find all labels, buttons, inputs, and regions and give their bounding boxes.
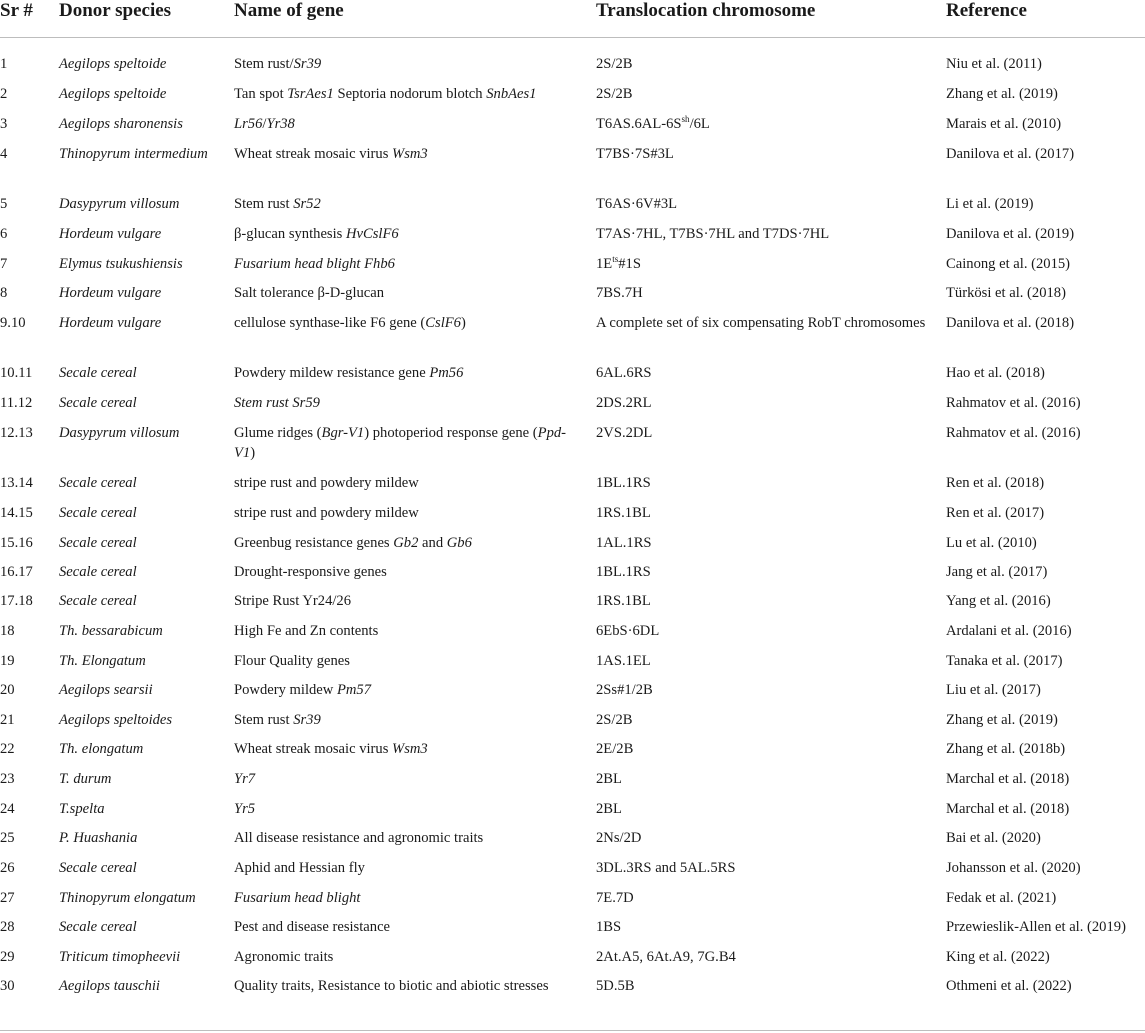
cell-sr: 24 (0, 801, 15, 817)
cell-translocation-chromosome: 6AL.6RS (596, 365, 652, 381)
cell-sr: 3 (0, 116, 8, 132)
cell-gene-name: Agronomic traits (234, 949, 334, 965)
table-header (0, 0, 1145, 38)
cell-translocation-chromosome: 1RS.1BL (596, 505, 651, 521)
cell-translocation-chromosome: T7BS·7S#3L (596, 146, 674, 162)
cell-translocation-chromosome: $1E^{ts}\#1S$ (596, 254, 641, 272)
cell-translocation-chromosome: 2Ns/2D (596, 830, 642, 846)
cell-sr: 5 (0, 196, 8, 212)
cell-gene-name: Wheat streak mosaic virus Wsm3 (234, 741, 428, 757)
header-reference: Reference (946, 0, 1027, 21)
cell-reference: Hao et al. (2018) (946, 365, 1045, 381)
cell-translocation-chromosome: 1RS.1BL (596, 593, 651, 609)
cell-sr: 25 (0, 830, 15, 846)
cell-reference: Li et al. (2019) (946, 196, 1034, 212)
cell-sr: 14.15 (0, 505, 33, 521)
cell-reference: Tanaka et al. (2017) (946, 653, 1063, 669)
cell-reference: Ren et al. (2017) (946, 505, 1045, 521)
cell-reference: Johansson et al. (2020) (946, 860, 1081, 876)
cell-reference: Danilova et al. (2019) (946, 226, 1075, 242)
cell-translocation-chromosome: 7E.7D (596, 890, 634, 906)
cell-reference: Ren et al. (2018) (946, 475, 1045, 491)
cell-translocation-chromosome: 2BL (596, 801, 622, 817)
cell-gene-name: Greenbug resistance genes Gb2 and Gb6 (234, 535, 472, 551)
cell-gene-name: Stem rust/Sr39 (234, 56, 322, 72)
cell-sr: 18 (0, 623, 15, 639)
cell-translocation-chromosome: 2VS.2DL (596, 425, 653, 441)
cell-translocation-chromosome: 7BS.7H (596, 285, 643, 301)
cell-sr: 21 (0, 712, 15, 728)
cell-sr: 22 (0, 741, 15, 757)
cell-donor-species: Dasypyrum villosum (59, 196, 180, 212)
cell-sr: 30 (0, 978, 15, 994)
cell-sr: 9.10 (0, 315, 26, 331)
cell-reference: Liu et al. (2017) (946, 682, 1041, 698)
cell-sr: 2 (0, 86, 8, 102)
cell-sr: 13.14 (0, 475, 33, 491)
header-translocation-chromosome: Translocation chromosome (596, 0, 816, 21)
cell-sr: 16.17 (0, 564, 33, 580)
cell-gene-name: cellulose synthase-like F6 gene (CslF6) (234, 315, 466, 331)
cell-gene-name: Tan spot TsrAes1 Septoria nodorum blotch SnbAes1 (234, 86, 537, 102)
cell-sr: 17.18 (0, 593, 33, 609)
cell-reference: Bai et al. (2020) (946, 830, 1041, 846)
cell-gene-name: All disease resistance and agronomic traits (234, 830, 484, 846)
cell-donor-species: Secale cereal (59, 475, 137, 491)
table-bottom-rule (0, 1030, 1145, 1031)
cell-reference: Zhang et al. (2019) (946, 712, 1058, 728)
cell-translocation-chromosome: T6AS·6V#3L (596, 196, 678, 212)
cell-reference: Danilova et al. (2018) (946, 315, 1075, 331)
cell-donor-species: Secale cereal (59, 535, 137, 551)
cell-reference: Niu et al. (2011) (946, 56, 1042, 72)
cell-donor-species: Thinopyrum intermedium (59, 146, 208, 162)
cell-donor-species: T. durum (59, 771, 112, 787)
cell-donor-species: Aegilops speltoide (59, 56, 167, 72)
cell-gene-name: Flour Quality genes (234, 653, 350, 669)
cell-translocation-chromosome: $T6AS.6AL-6S^{sh}/6L$ (596, 114, 710, 132)
cell-translocation-chromosome: 1BL.1RS (596, 564, 651, 580)
cell-donor-species: Secale cereal (59, 593, 137, 609)
cell-donor-species: Triticum timopheevii (59, 949, 181, 965)
cell-translocation-chromosome: 2Ss#1/2B (596, 682, 653, 698)
cell-gene-name: Aphid and Hessian fly (234, 860, 365, 876)
cell-gene-name: Wheat streak mosaic virus Wsm3 (234, 146, 428, 162)
cell-donor-species: Elymus tsukushiensis (59, 256, 183, 272)
cell-sr: 6 (0, 226, 8, 242)
cell-gene-name: β-glucan synthesis HvCslF6 (234, 226, 399, 242)
cell-donor-species: T.spelta (59, 801, 105, 817)
cell-translocation-chromosome: 2At.A5, 6At.A9, 7G.B4 (596, 949, 736, 965)
cell-translocation-chromosome: 6EbS·6DL (596, 623, 660, 639)
cell-reference: Yang et al. (2016) (946, 593, 1051, 609)
cell-sr: 10.11 (0, 365, 33, 381)
cell-gene-name: Stem rust Sr39 (234, 712, 321, 728)
cell-translocation-chromosome: 5D.5B (596, 978, 635, 994)
cell-gene-name: Fusarium head blight Fhb6 (234, 256, 395, 272)
cell-translocation-chromosome: 1BS (596, 919, 622, 935)
cell-sr: 20 (0, 682, 15, 698)
cell-gene-name: Fusarium head blight (234, 890, 361, 906)
cell-donor-species: Aegilops speltoides (59, 712, 173, 728)
cell-sr: 1 (0, 56, 8, 72)
cell-gene-name: Yr7 (234, 771, 256, 787)
cell-translocation-chromosome: 2DS.2RL (596, 395, 652, 411)
cell-reference: Zhang et al. (2018b) (946, 741, 1066, 757)
cell-sr: 19 (0, 653, 15, 669)
cell-reference: Cainong et al. (2015) (946, 256, 1071, 272)
cell-gene-name: Quality traits, Resistance to biotic and abiotic stresses (234, 978, 549, 994)
cell-donor-species: Th. elongatum (59, 741, 144, 757)
header-donor-species: Donor species (59, 0, 172, 21)
cell-donor-species: Hordeum vulgare (59, 226, 162, 242)
cell-gene-name: Pest and disease resistance (234, 919, 391, 935)
cell-gene-name: Drought-responsive genes (234, 564, 387, 580)
cell-sr: 26 (0, 860, 15, 876)
cell-sr: 12.13 (0, 425, 33, 441)
cell-translocation-chromosome: A complete set of six compensating RobT chromosomes (596, 315, 926, 331)
cell-translocation-chromosome: 2S/2B (596, 86, 633, 102)
cell-gene-name: stripe rust and powdery mildew (234, 475, 419, 491)
cell-reference: Marchal et al. (2018) (946, 801, 1070, 817)
cell-donor-species: P. Huashania (59, 830, 138, 846)
cell-translocation-chromosome: 2S/2B (596, 56, 633, 72)
cell-translocation-chromosome: 3DL.3RS and 5AL.5RS (596, 860, 736, 876)
cell-donor-species: Hordeum vulgare (59, 315, 162, 331)
cell-gene-name: Powdery mildew resistance gene Pm56 (234, 365, 464, 381)
cell-translocation-chromosome: T7AS·7HL, T7BS·7HL and T7DS·7HL (596, 226, 830, 242)
cell-sr: 27 (0, 890, 15, 906)
cell-donor-species: Secale cereal (59, 860, 137, 876)
cell-reference: Marais et al. (2010) (946, 116, 1062, 132)
cell-reference: Lu et al. (2010) (946, 535, 1037, 551)
cell-donor-species: Th. bessarabicum (59, 623, 163, 639)
cell-sr: 15.16 (0, 535, 33, 551)
cell-sr: 28 (0, 919, 15, 935)
cell-gene-name: Yr5 (234, 801, 256, 817)
cell-sr: 29 (0, 949, 15, 965)
cell-gene-name: Stem rust Sr59 (234, 395, 320, 411)
cell-reference: Jang et al. (2017) (946, 564, 1048, 580)
cell-sr: 11.12 (0, 395, 33, 411)
cell-sr: 23 (0, 771, 15, 787)
cell-reference: Othmeni et al. (2022) (946, 978, 1072, 994)
cell-translocation-chromosome: 1AS.1EL (596, 653, 651, 669)
cell-sr: 4 (0, 146, 8, 162)
cell-donor-species: Secale cereal (59, 564, 137, 580)
cell-gene-name: Glume ridges (Bgr-V1) photoperiod response gene (Ppd-V1) (234, 425, 567, 461)
cell-gene-name: Stem rust Sr52 (234, 196, 321, 212)
cell-donor-species: Aegilops searsii (59, 682, 153, 698)
cell-donor-species: Aegilops tauschii (59, 978, 160, 994)
cell-reference: Fedak et al. (2021) (946, 890, 1057, 906)
cell-reference: Zhang et al. (2019) (946, 86, 1058, 102)
cell-donor-species: Aegilops sharonensis (59, 116, 183, 132)
cell-gene-name: High Fe and Zn contents (234, 623, 379, 639)
header-gene-name: Name of gene (234, 0, 344, 21)
cell-donor-species: Dasypyrum villosum (59, 425, 180, 441)
cell-donor-species: Secale cereal (59, 505, 137, 521)
cell-donor-species: Thinopyrum elongatum (59, 890, 196, 906)
cell-donor-species: Th. Elongatum (59, 653, 146, 669)
cell-donor-species: Secale cereal (59, 919, 137, 935)
cell-donor-species: Secale cereal (59, 365, 137, 381)
cell-donor-species: Hordeum vulgare (59, 285, 162, 301)
cell-reference: Rahmatov et al. (2016) (946, 425, 1081, 441)
cell-translocation-chromosome: 2E/2B (596, 741, 634, 757)
cell-reference: Przewieslik-Allen et al. (2019) (946, 919, 1126, 935)
cell-reference: Ardalani et al. (2016) (946, 623, 1072, 639)
cell-donor-species: Secale cereal (59, 395, 137, 411)
cell-translocation-chromosome: 2S/2B (596, 712, 633, 728)
header-sr: Sr # (0, 0, 33, 21)
cell-reference: King et al. (2022) (946, 949, 1050, 965)
cell-reference: Rahmatov et al. (2016) (946, 395, 1081, 411)
cell-gene-name: Powdery mildew Pm57 (234, 682, 372, 698)
cell-reference: Danilova et al. (2017) (946, 146, 1075, 162)
cell-translocation-chromosome: 1AL.1RS (596, 535, 652, 551)
cell-sr: 7 (0, 256, 8, 272)
cell-translocation-chromosome: 2BL (596, 771, 622, 787)
cell-translocation-chromosome: 1BL.1RS (596, 475, 651, 491)
cell-gene-name: stripe rust and powdery mildew (234, 505, 419, 521)
cell-gene-name: Stripe Rust Yr24/26 (234, 593, 352, 609)
cell-reference: Türkösi et al. (2018) (946, 285, 1066, 301)
cell-gene-name: Lr56/Yr38 (234, 116, 295, 132)
cell-reference: Marchal et al. (2018) (946, 771, 1070, 787)
cell-sr: 8 (0, 285, 8, 301)
cell-donor-species: Aegilops speltoide (59, 86, 167, 102)
cell-gene-name: Salt tolerance β-D-glucan (234, 285, 385, 301)
